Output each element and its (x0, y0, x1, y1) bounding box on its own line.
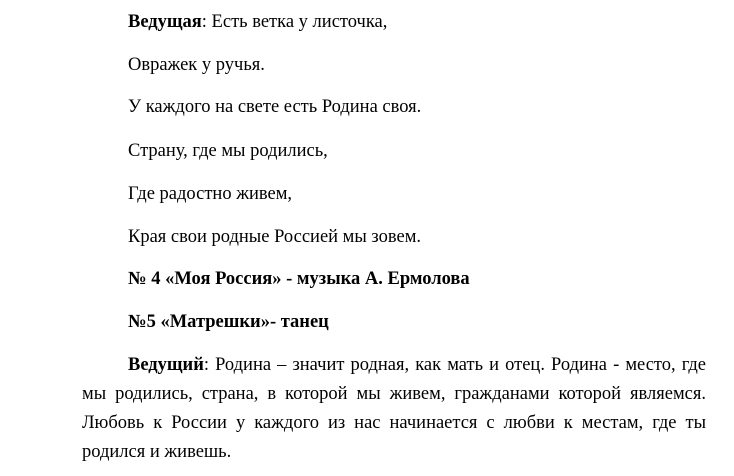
verse-line: Страну, где мы родились, (128, 141, 328, 161)
speaker-name: Ведущий (128, 355, 204, 375)
verse-line-text: : Есть ветка у листочка, (201, 12, 388, 32)
verse-line: У каждого на свете есть Родина своя. (128, 97, 422, 117)
verse-line: Овражек у ручья. (128, 55, 265, 75)
program-item: № 4 «Моя Россия» - музыка А. Ермолова (128, 269, 470, 289)
verse-line: Где радостно живем, (128, 184, 293, 204)
program-item: №5 «Матрешки»- танец (128, 312, 329, 332)
speaker-name: Ведущая (128, 12, 202, 32)
host-paragraph (82, 351, 706, 467)
paragraph-text: : Родина – значит родная, как мать и отец. Родина - место, где мы родились, страна, в которой мы живем, гражданами которой являемся. Любовь к России у каждого из нас начинается с любви к местам, где ты родился и живешь. (82, 355, 706, 462)
verse-first-line (128, 11, 387, 33)
verse-line: Края свои родные Россией мы зовем. (128, 227, 422, 247)
